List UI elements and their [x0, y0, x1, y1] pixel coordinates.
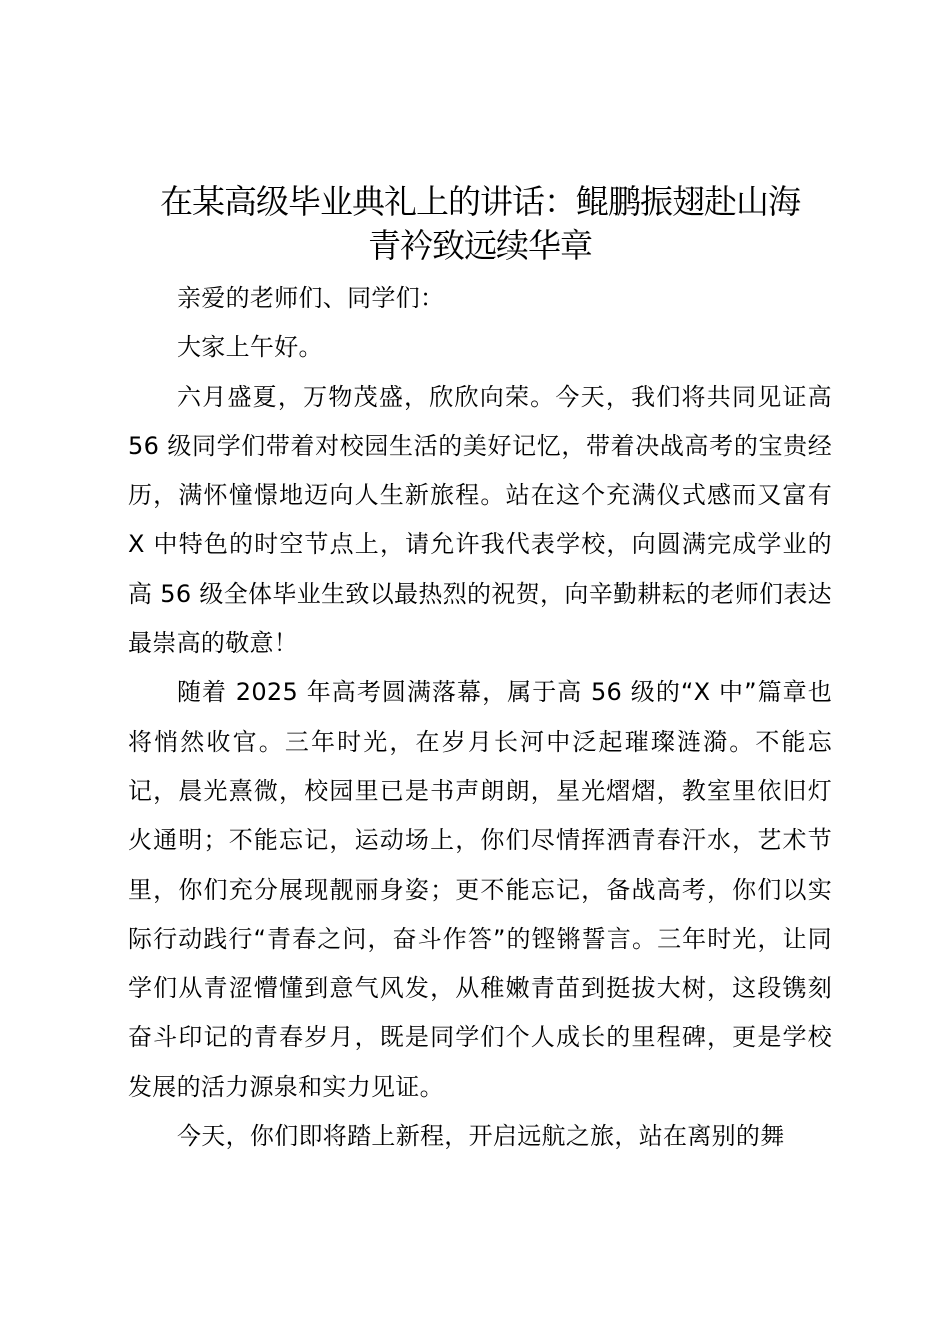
- title-line-1: 在某高级毕业典礼上的讲话：鲲鹏振翅赴山海: [160, 182, 800, 221]
- salutation: 亲爱的老师们、同学们：: [177, 284, 445, 312]
- title-line-2: 青衿致远续华章: [368, 226, 592, 265]
- paragraph-opening: 六月盛夏，万物茂盛，欣欣向荣。今天，我们将共同见证高 56 级同学们带着对校园生活的美好记忆，带着决战高考的宝贵经历，满怀憧憬地迈向人生新旅程。站在这个充满仪式感而又富有 X 中特色的时空节点上，请允许我代表学校，向圆满完成学业的高 56 级全体毕业生致以最热烈的祝贺，向辛勤耕耘的老师们表达最崇高的敬意！: [128, 382, 832, 658]
- paragraph-memories: 随着 2025 年高考圆满落幕，属于高 56 级的“X 中”篇章也将悄然收官。三年时光，在岁月长河中泛起璀璨涟漪。不能忘记，晨光熹微，校园里已是书声朗朗，星光熠熠，教室里依旧灯火通明；不能忘记，运动场上，你们尽情挥洒青春汗水，艺术节里，你们充分展现靓丽身姿；更不能忘记，备战高考，你们以实际行动践行“青春之问，奋斗作答”的铿锵誓言。三年时光，让同学们从青涩懵懂到意气风发，从稚嫩青苗到挺拔大树，这段镌刻奋斗印记的青春岁月，既是同学们个人成长的里程碑，更是学校发展的活力源泉和实力见证。: [128, 678, 832, 1101]
- document-page: [128, 180, 832, 1161]
- document-title: [128, 180, 832, 268]
- paragraph-new-journey: 今天，你们即将踏上新程，开启远航之旅，站在离别的舞: [177, 1122, 785, 1151]
- document-body: [128, 274, 832, 1161]
- greeting: 大家上午好。: [177, 333, 323, 362]
